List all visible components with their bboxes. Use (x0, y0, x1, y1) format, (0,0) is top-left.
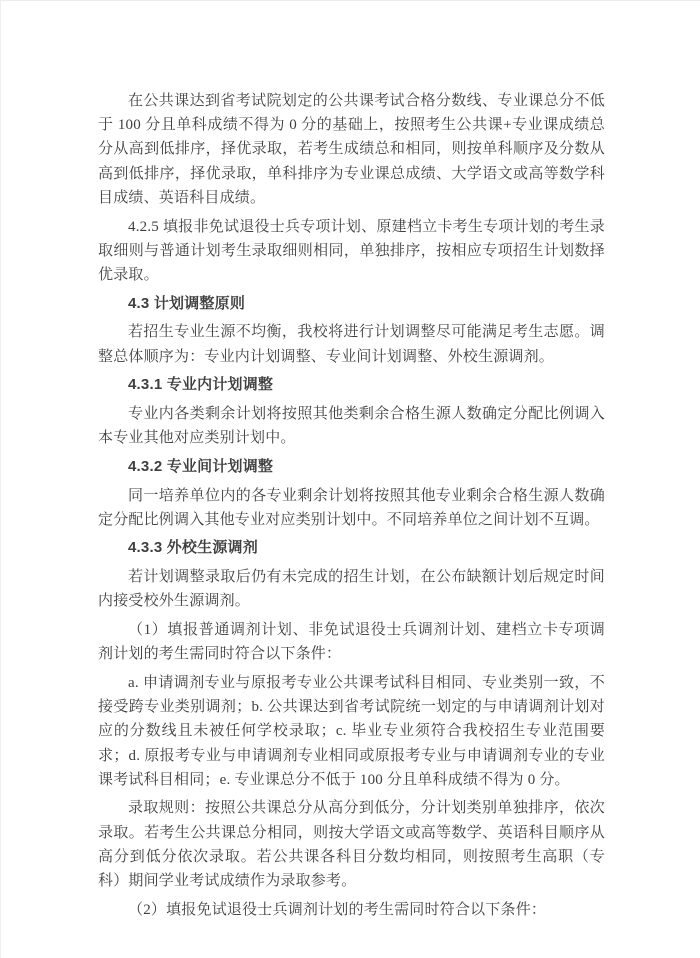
paragraph-4-2-5-special-plan: 4.2.5 填报非免试退役士兵专项计划、原建档立卡考生专项计划的考生录取细则与普通计划考生录取细则相同，单独排序，按相应专项招生计划数择优录取。 (98, 218, 605, 283)
paragraph-item-2-exempt-veteran-transfer: （2）填报免试退役士兵调剂计划的考生需同时符合以下条件： (128, 901, 547, 918)
paragraph-external-transfer-overview: 若计划调整录取后仍有未完成的招生计划，在公布缺额计划后规定时间内接受校外生源调剂。 (98, 569, 605, 610)
heading-4-3-plan-adjustment-principle: 4.3 计划调整原则 (128, 294, 246, 312)
paragraph-plan-adjustment-overview: 若招生专业生源不均衡，我校将进行计划调整尽可能满足考生志愿。调整总体顺序为：专业内计划调整、专业间计划调整、外校生源调剂。 (98, 324, 605, 365)
paragraph-between-major-adjustment: 同一培养单位内的各专业剩余计划将按照其他专业剩余合格生源人数确定分配比例调入其他专业对应类别计划中。不同培养单位之间计划不互调。 (98, 487, 605, 528)
heading-4-3-2-between-major-adjustment: 4.3.2 专业间计划调整 (128, 457, 274, 475)
heading-4-3-1-within-major-adjustment: 4.3.1 专业内计划调整 (128, 376, 274, 394)
paragraph-within-major-adjustment: 专业内各类剩余计划将按照其他类剩余合格生源人数确定分配比例调入本专业其他对应类别计划中。 (98, 405, 605, 447)
paragraph-transfer-admission-rule: 录取规则：按照公共课总分从高分到低分，分计划类别单独排序，依次录取。若考生公共课总分相同，则按大学语文或高等数学、英语科目顺序从高分到低分依次录取。若公共课各科目分数均相同，则按照考生高职（专科）期间学业考试成绩作为录取参考。 (98, 800, 605, 890)
paragraph-item-1-transfer-plans: （1）填报普通调剂计划、非免试退役士兵调剂计划、建档立卡专项调剂计划的考生需同时符合以下条件： (98, 622, 605, 663)
paragraph-admission-ranking-rule: 在公共课达到省考试院划定的公共课考试合格分数线、专业课总分不低于 100 分且单科成绩不得为 0 分的基础上，按照考生公共课+专业课成绩总分从高到低排序，择优录取，若考生成绩总和相同，则按单科顺序及分数从高到低排序，择优录取，单科排序为专业课总成绩、大学语文或高等数学科目成绩、英语科目成绩。 (98, 93, 605, 206)
heading-4-3-3-external-transfer: 4.3.3 外校生源调剂 (128, 539, 258, 557)
paragraph-transfer-conditions-a-to-e: a. 申请调剂专业与原报考专业公共课考试科目相同、专业类别一致，不接受跨专业类别调剂；b. 公共课达到省考试院统一划定的与申请调剂计划对应的分数线且未被任何学校录取；c. 毕业专业须符合我校招生专业范围要求；d. 原报考专业与申请调剂专业相同或原报考专业与申请调剂专业的专业课考试科目相同；e. 专业课总分不低于 100 分且单科成绩不得为 0 分。 (98, 674, 605, 788)
